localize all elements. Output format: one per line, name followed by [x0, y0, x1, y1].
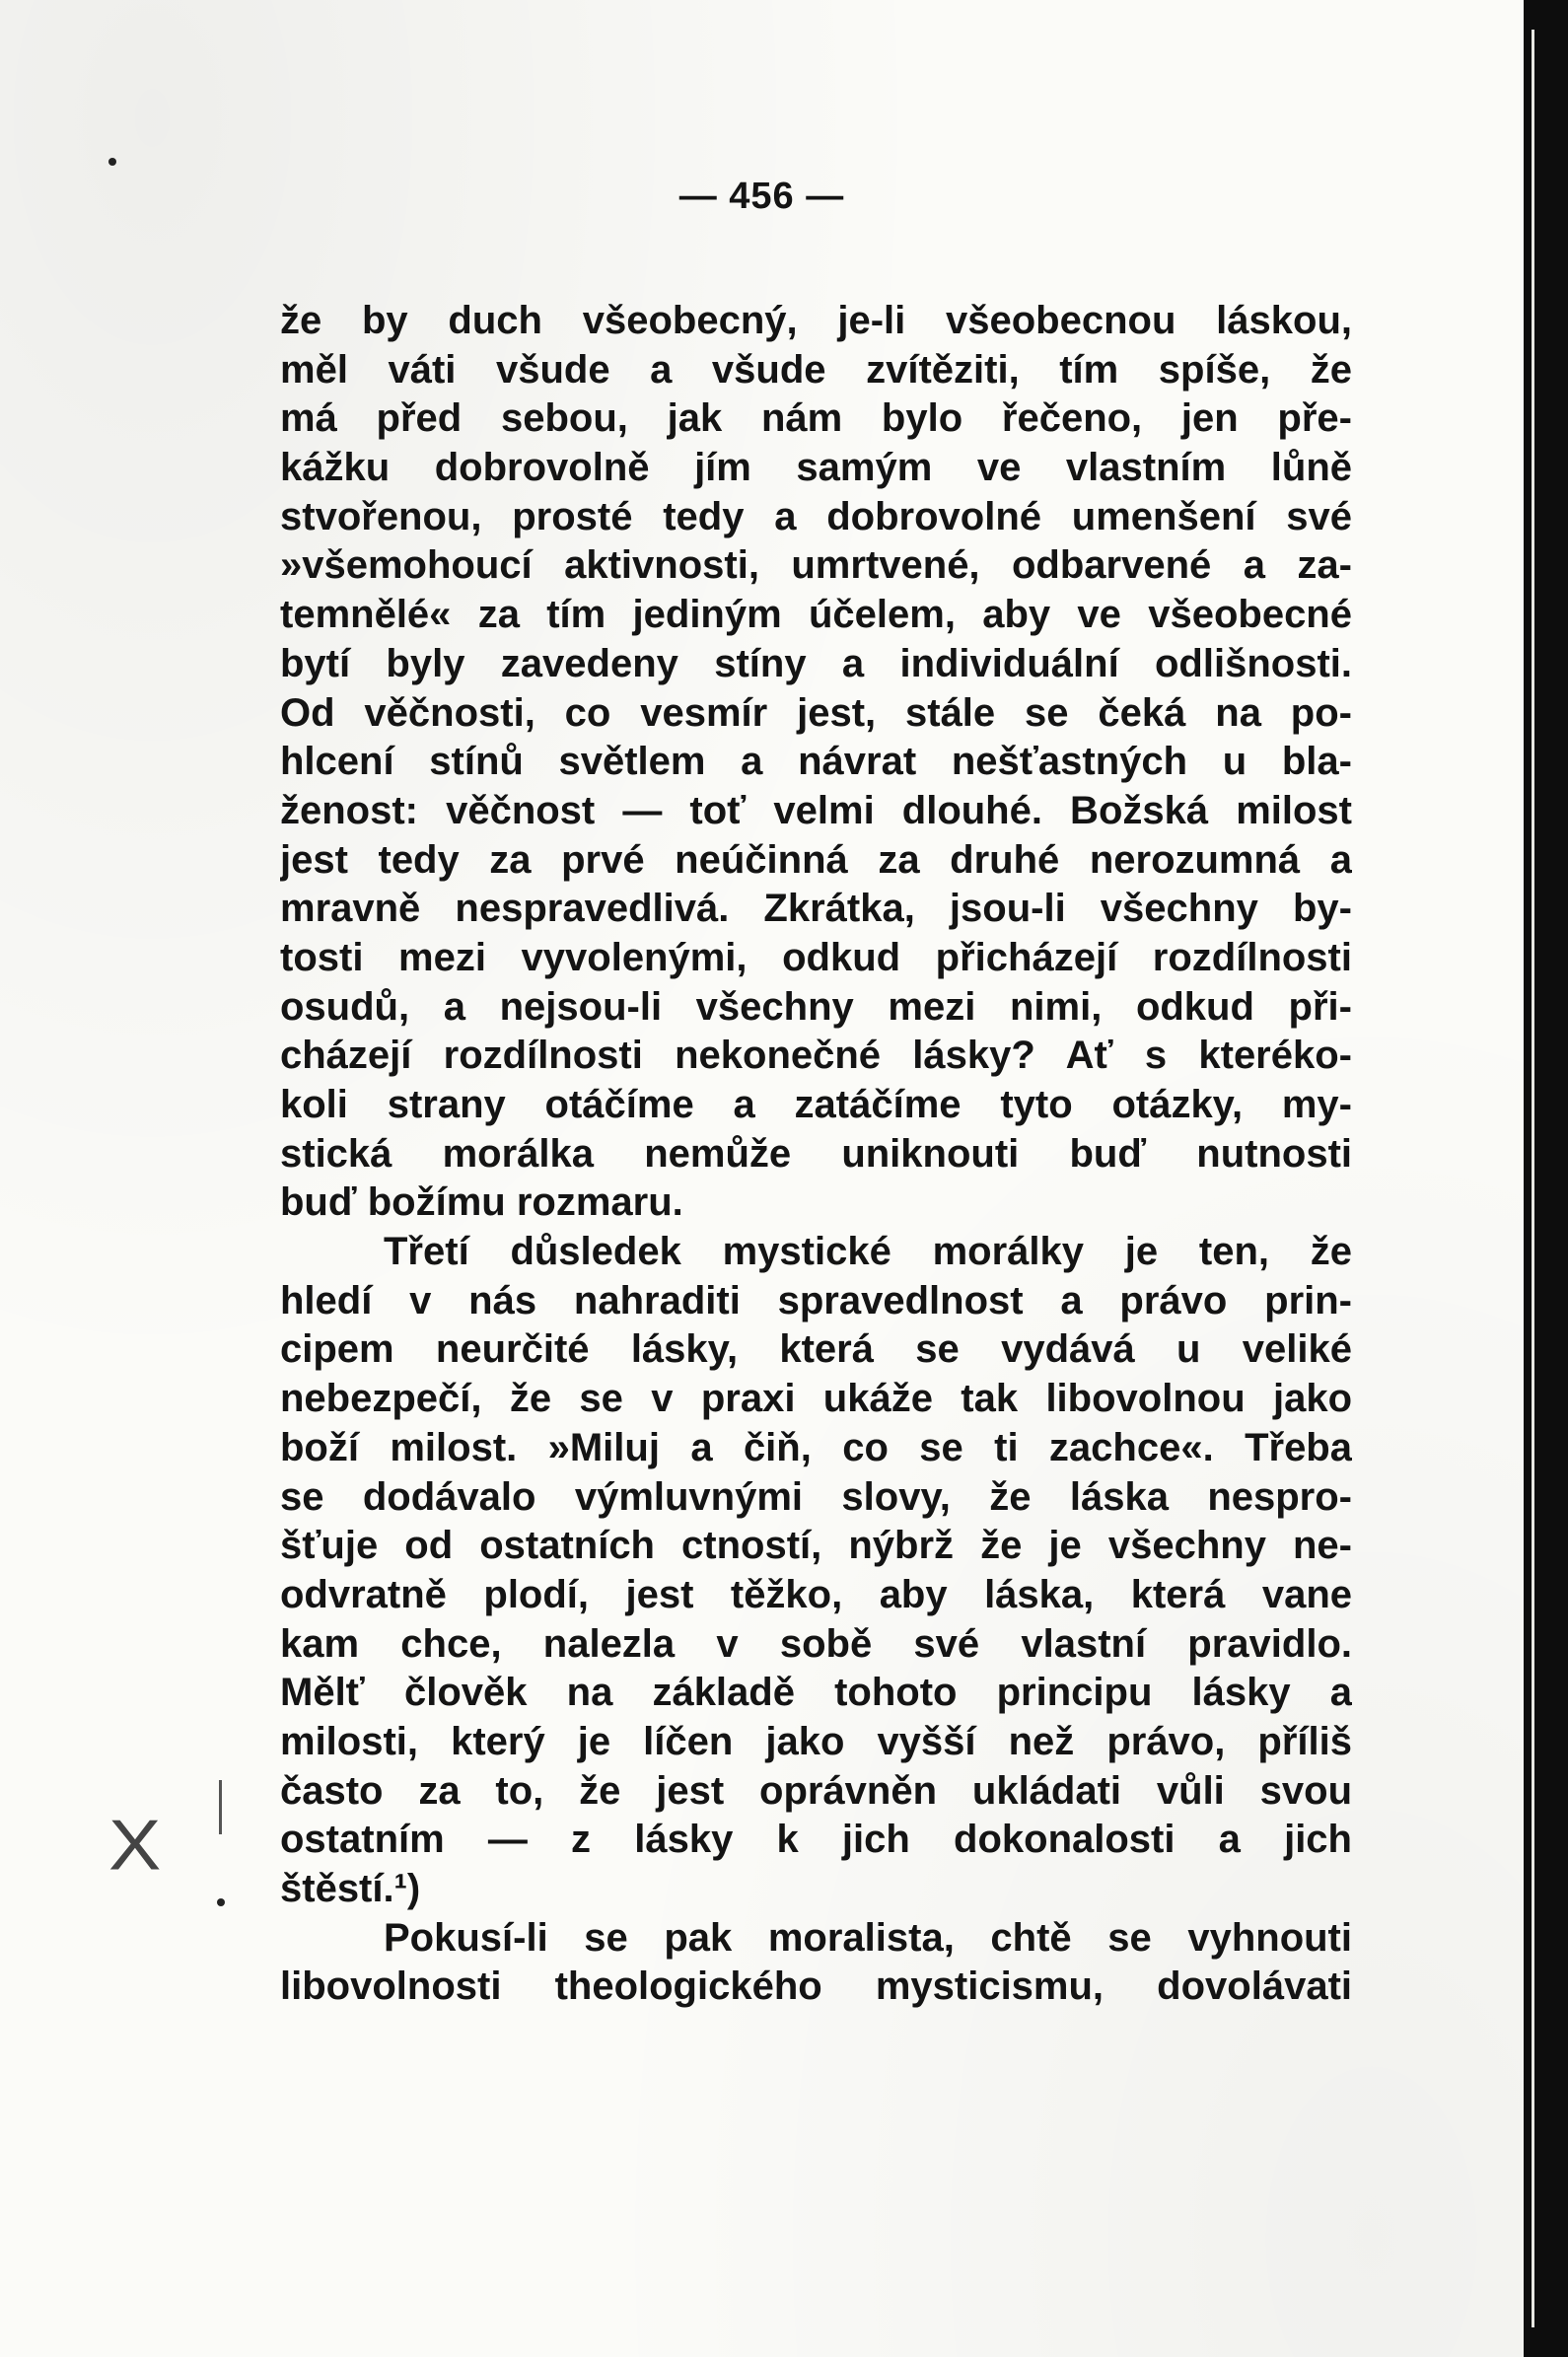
- text-line: cipem neurčité lásky, která se vydává u veliké: [280, 1327, 1352, 1372]
- text-line: libovolnosti theologického mysticismu, dovolávati: [280, 1964, 1352, 2009]
- text-line: milosti, který je líčen jako vyšší než právo, příliš: [280, 1719, 1352, 1763]
- text-line: stická morálka nemůže uniknouti buď nutnosti: [280, 1131, 1352, 1176]
- text-line: jest tedy za prvé neúčinná za druhé nerozumná a: [280, 837, 1352, 882]
- text-line: často za to, že jest oprávněn ukládati vůli svou: [280, 1768, 1352, 1813]
- speck: [217, 1898, 225, 1906]
- text-line: cházejí rozdílnosti nekonečné lásky? Ať s kteréko-: [280, 1034, 1352, 1078]
- text-line: měl váti všude a všude zvítěziti, tím spíše, že: [280, 347, 1352, 392]
- page-number: — 456 —: [678, 176, 845, 217]
- text-line: má před sebou, jak nám bylo řečeno, jen pře-: [280, 396, 1352, 441]
- text-line: buď božímu rozmaru.: [280, 1180, 683, 1225]
- text-line: tosti mezi vyvolenými, odkud přicházejí rozdílnosti: [280, 935, 1352, 979]
- text-line: osudů, a nejsou-li všechny mezi nimi, odkud při-: [280, 984, 1352, 1029]
- text-line: boží milost. »Miluj a čiň, co se ti zachce«. Třeba: [280, 1425, 1352, 1469]
- margin-bar-mark: [219, 1780, 222, 1834]
- text-line: Pokusí-li se pak moralista, chtě se vyhnouti: [384, 1915, 1352, 1960]
- text-line: kam chce, nalezla v sobě své vlastní pravidlo.: [280, 1621, 1352, 1666]
- text-line: ostatním — z lásky k jich dokonalosti a jich: [280, 1818, 1352, 1862]
- text-line: koli strany otáčíme a zatáčíme tyto otázky, my-: [280, 1083, 1352, 1126]
- text-line: hledí v nás nahraditi spravedlnost a právo prin-: [280, 1278, 1352, 1322]
- page-edge-shadow: [1524, 0, 1568, 2357]
- speck: [108, 158, 116, 166]
- text-line: Třetí důsledek mystické morálky je ten, že: [384, 1230, 1352, 1274]
- text-line: nebezpečí, že se v praxi ukáže tak libovolnou jako: [280, 1377, 1352, 1421]
- text-line: šťuje od ostatních ctností, nýbrž že je všechny ne-: [280, 1524, 1352, 1568]
- text-line: »všemohoucí aktivnosti, umrtvené, odbarvené a za-: [280, 543, 1352, 588]
- text-line: Od věčnosti, co vesmír jest, stále se čeká na po-: [280, 690, 1352, 735]
- text-line: ženost: věčnost — toť velmi dlouhé. Božská milost: [280, 788, 1352, 832]
- margin-cross-mark: X: [108, 1805, 162, 1885]
- body-text: [280, 297, 1352, 2012]
- text-line: odvratně plodí, jest těžko, aby láska, která vane: [280, 1572, 1352, 1616]
- text-line: kážku dobrovolně jím samým ve vlastním lůně: [280, 446, 1352, 490]
- text-line: že by duch všeobecný, je-li všeobecnou láskou,: [280, 299, 1352, 342]
- text-line: se dodávalo výmluvnými slovy, že láska nespro-: [280, 1474, 1352, 1519]
- text-line: Mělť člověk na základě tohoto principu lásky a: [280, 1671, 1352, 1715]
- text-line: mravně nespravedlivá. Zkrátka, jsou-li všechny by-: [280, 887, 1352, 931]
- text-line: temnělé« za tím jediným účelem, aby ve všeobecné: [280, 593, 1352, 637]
- text-line: bytí byly zavedeny stíny a individuální odlišnosti.: [280, 641, 1352, 685]
- text-line: stvořenou, prosté tedy a dobrovolné umenšení své: [280, 494, 1352, 538]
- page-edge-line: [1532, 30, 1534, 2327]
- text-line: hlcení stínů světlem a návrat nešťastných u bla-: [280, 740, 1352, 784]
- text-line: štěstí.¹): [280, 1867, 421, 1910]
